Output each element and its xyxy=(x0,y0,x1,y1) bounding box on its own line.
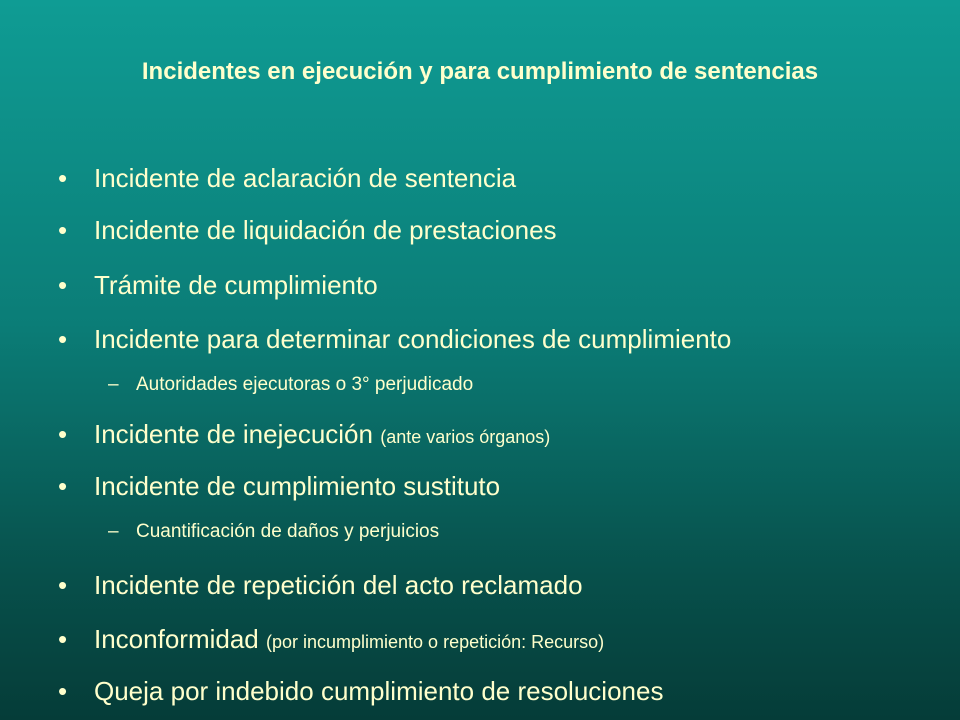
bullet-item xyxy=(58,623,604,658)
bullet-item xyxy=(58,569,583,601)
bullet-text: Trámite de cumplimiento xyxy=(94,270,378,300)
bullet-item xyxy=(58,470,500,502)
bullet-text: Incidente para determinar condiciones de cumplimiento xyxy=(94,324,732,354)
bullet-marker: • xyxy=(58,324,68,354)
bullet-text: Inconformidad xyxy=(94,624,259,654)
bullet-note: (ante varios órganos) xyxy=(380,427,551,447)
sub-item xyxy=(108,372,473,398)
bullet-marker: • xyxy=(58,570,68,600)
bullet-item xyxy=(58,162,516,194)
bullet-text: Incidente de liquidación de prestaciones xyxy=(94,215,557,245)
bullet-marker: • xyxy=(58,163,68,193)
bullet-text: Incidente de inejecución xyxy=(94,419,373,449)
bullet-item xyxy=(58,214,557,246)
bullet-text: Queja por indebido cumplimiento de resoluciones xyxy=(94,676,664,706)
bullet-text: Incidente de repetición del acto reclamado xyxy=(94,570,583,600)
bullet-marker: • xyxy=(58,676,68,706)
bullet-marker: • xyxy=(58,270,68,300)
bullet-item xyxy=(58,269,378,301)
bullet-marker: • xyxy=(58,624,68,654)
bullet-marker: • xyxy=(58,471,68,501)
bullet-marker: • xyxy=(58,215,68,245)
bullet-marker: • xyxy=(58,419,68,449)
bullet-item xyxy=(58,675,663,707)
slide-title: Incidentes en ejecución y para cumplimiento de sentencias xyxy=(141,58,819,85)
bullet-note: (por incumplimiento o repetición: Recurso) xyxy=(266,632,605,652)
bullet-text: Incidente de aclaración de sentencia xyxy=(94,163,517,193)
dash-marker: – xyxy=(108,374,119,395)
bullet-text: Incidente de cumplimiento sustituto xyxy=(94,471,501,501)
sub-item-text: Cuantificación de daños y perjuicios xyxy=(136,521,440,542)
bullet-item xyxy=(58,418,550,453)
dash-marker: – xyxy=(108,521,119,542)
sub-item-text: Autoridades ejecutoras o 3° perjudicado xyxy=(136,374,474,395)
sub-item xyxy=(108,519,439,545)
bullet-item xyxy=(58,323,731,355)
